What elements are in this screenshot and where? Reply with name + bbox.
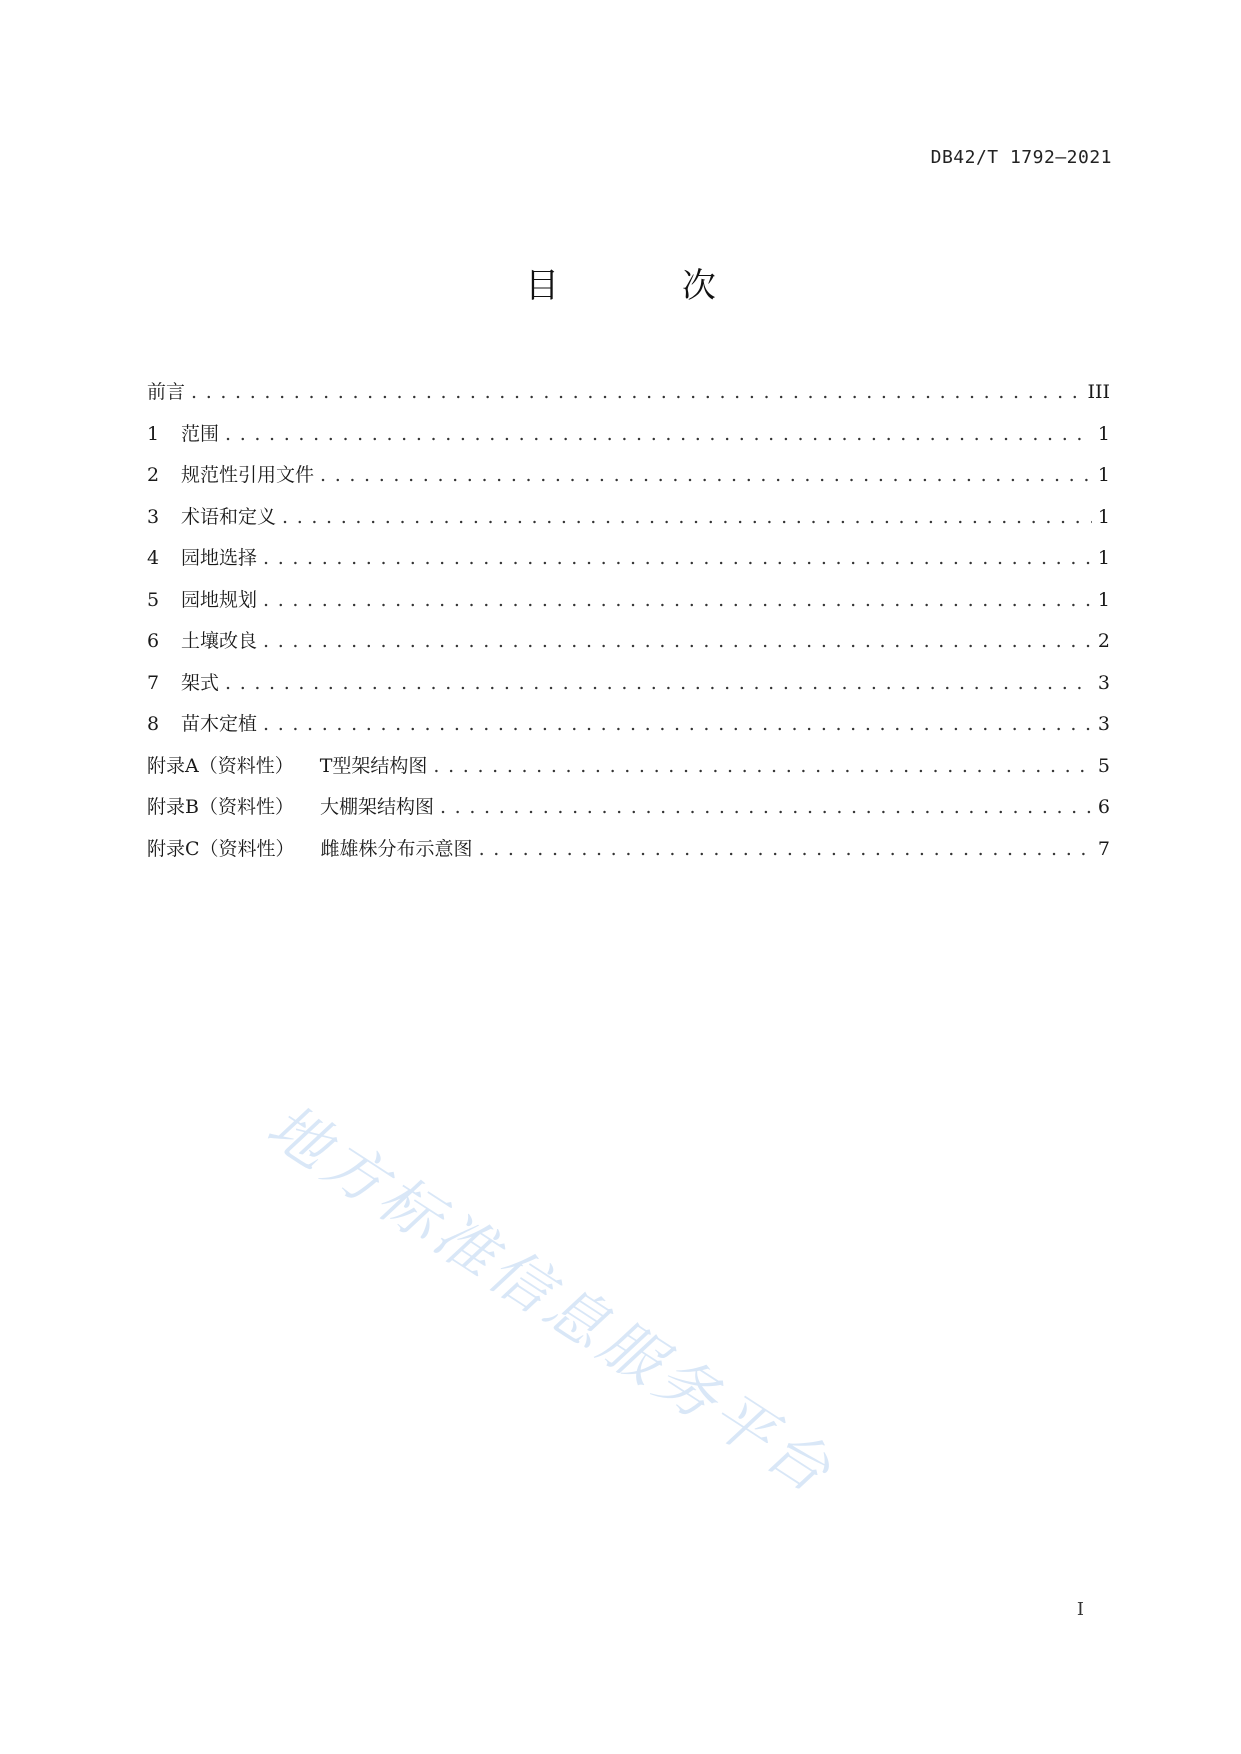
toc-entry-label: 规范性引用文件	[181, 464, 315, 486]
toc-entry-label: 附录B（资料性）	[147, 796, 294, 818]
toc-entry-4[interactable]	[147, 538, 1110, 580]
toc-entry-2[interactable]	[147, 455, 1110, 497]
toc-entry-page: 2	[1097, 630, 1110, 652]
toc-entry-number: 4	[147, 547, 160, 569]
toc-entry-number: 3	[147, 505, 160, 528]
toc-leader-dots	[225, 414, 1092, 456]
toc-entry-label: 土壤改良	[181, 630, 258, 652]
toc-entry-page: III	[1087, 381, 1110, 403]
toc-entry-5[interactable]	[147, 580, 1110, 622]
toc-entry-page: 1	[1097, 422, 1110, 445]
toc-leader-dots	[320, 455, 1092, 497]
toc-leader-dots	[433, 746, 1091, 788]
toc-entry-page: 1	[1097, 588, 1110, 611]
toc-entry-label: 术语和定义	[181, 505, 277, 528]
toc-entry-subtitle: T型架结构图	[319, 754, 428, 777]
toc-entry-page: 5	[1097, 754, 1110, 777]
watermark: 地方标准信息服务平台	[254, 1090, 847, 1510]
toc-entry-label: 园地规划	[181, 588, 258, 611]
toc-leader-dots	[479, 829, 1092, 871]
toc-entry-appendix-c[interactable]	[147, 829, 1110, 871]
toc-entry-page: 1	[1097, 505, 1110, 528]
toc-entry-number: 8	[147, 713, 160, 735]
toc-entry-6[interactable]	[147, 621, 1110, 663]
toc-leader-dots	[263, 580, 1092, 622]
toc-entry-number: 6	[147, 630, 160, 652]
toc-entry-subtitle: 雌雄株分布示意图	[320, 837, 473, 860]
toc-entry-8[interactable]	[147, 704, 1110, 746]
page-number: I	[1076, 1599, 1084, 1620]
toc-entry-label: 苗木定植	[181, 713, 258, 735]
toc-entry-label: 园地选择	[181, 547, 258, 569]
toc-entry-page: 3	[1097, 671, 1110, 694]
toc-entry-page: 7	[1097, 837, 1110, 860]
toc-entry-label: 前言	[147, 381, 186, 403]
toc-entry-1[interactable]	[147, 414, 1110, 456]
toc-leader-dots	[263, 538, 1092, 580]
toc-entry-number: 2	[147, 464, 160, 486]
toc-leader-dots	[282, 497, 1092, 539]
toc-entry-7[interactable]	[147, 663, 1110, 705]
toc-entry-page: 6	[1097, 796, 1110, 818]
standard-code: DB42/T 1792—2021	[930, 147, 1112, 168]
table-of-contents	[147, 372, 1110, 870]
toc-entry-label: 附录C（资料性）	[147, 837, 295, 860]
toc-entry-number: 7	[147, 671, 160, 694]
toc-entry-number: 1	[147, 422, 160, 445]
toc-leader-dots	[263, 704, 1092, 746]
toc-leader-dots	[440, 787, 1092, 829]
toc-entry-appendix-b[interactable]	[147, 787, 1110, 829]
toc-leader-dots	[263, 621, 1092, 663]
toc-entry-page: 3	[1097, 713, 1110, 735]
page-title: 目 次	[525, 266, 772, 306]
toc-entry-foreword[interactable]	[147, 372, 1110, 414]
toc-entry-page: 1	[1097, 464, 1110, 486]
toc-entry-label: 范围	[181, 422, 220, 445]
toc-entry-page: 1	[1097, 547, 1110, 569]
toc-entry-label: 附录A（资料性）	[147, 754, 294, 777]
toc-leader-dots	[191, 372, 1081, 414]
toc-entry-subtitle: 大棚架结构图	[319, 796, 434, 818]
toc-entry-appendix-a[interactable]	[147, 746, 1110, 788]
toc-leader-dots	[225, 663, 1092, 705]
toc-entry-label: 架式	[181, 671, 220, 694]
toc-entry-number: 5	[147, 588, 160, 611]
toc-entry-3[interactable]	[147, 497, 1110, 539]
